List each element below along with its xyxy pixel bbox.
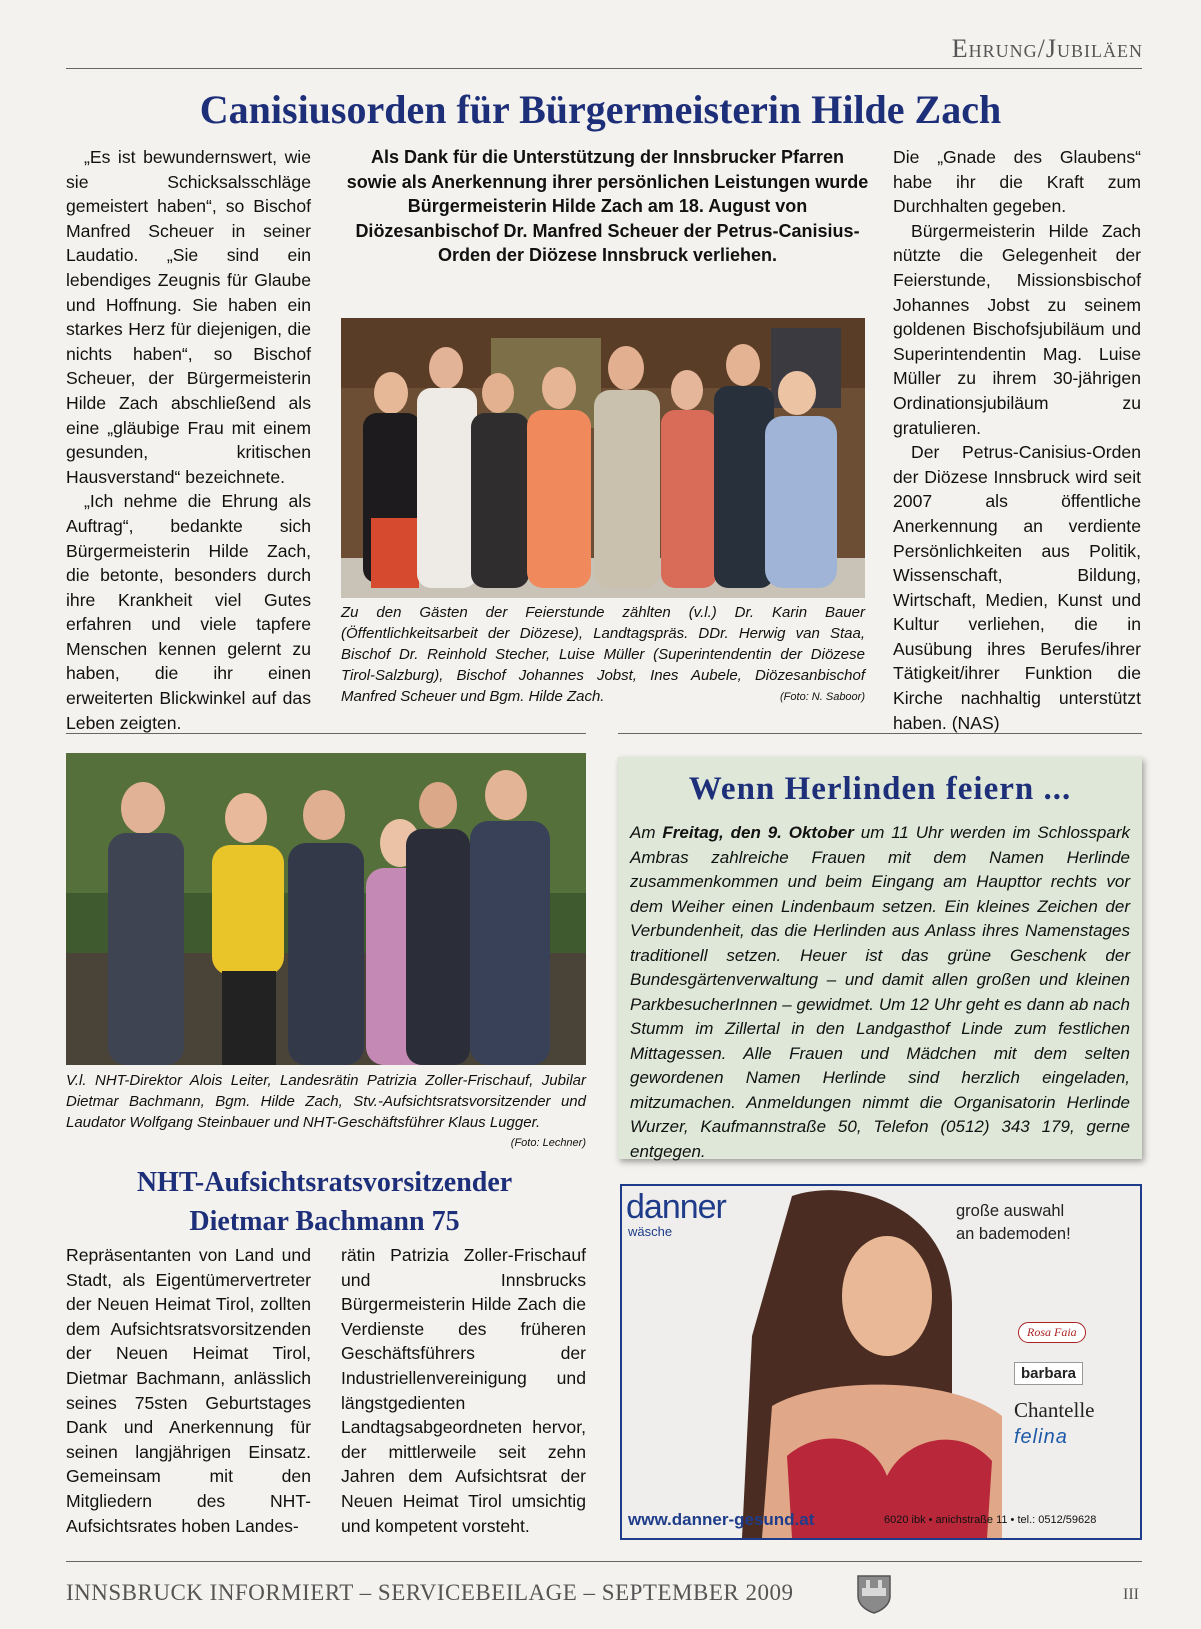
info-box-title: Wenn Herlinden feiern ...: [688, 771, 1072, 807]
herlinden-info-box: [618, 757, 1142, 1159]
brand-rosa-faia: Rosa Faia: [1018, 1322, 1086, 1343]
paragraph: „Es ist bewundernswert, wie sie Schicksalsschläge gemeistert haben“, so Bischof Manfred Scheuer in seiner Laudatio. „Sie sind ein lebendiges Zeugnis für Glaube und Hoffnung. Sie haben ein starkes Herz für diejenigen, die nichts haben“, so Bischof Scheuer, der Bürgermeisterin Hilde Zach abschließend als eine „gläubige Frau mit einem gesunden, kritischen Hausverstand“ bezeichnete.: [66, 147, 311, 487]
caption-text: V.l. NHT-Direktor Alois Leiter, Landesrätin Patrizia Zoller-Frischauf, Jubilar Dietmar Bachmann, Bgm. Hilde Zach, Stv.-Aufsichtsratsvorsitzender und Laudator Wolfgang Steinbauer und NHT-Geschäftsführer Klaus Lugger.: [66, 1072, 586, 1131]
photo-credit: (Foto: N. Saboor): [780, 691, 865, 703]
group-photo-nht: [66, 753, 586, 1065]
section-rule-left: [66, 733, 586, 734]
photo-illustration: [66, 753, 586, 1065]
brand-chantelle: Chantelle: [1014, 1398, 1095, 1422]
nht-column-2: [341, 1243, 586, 1538]
footer-rule: [66, 1561, 1142, 1562]
photo-caption-ceremony: [341, 602, 865, 708]
info-body: um 11 Uhr werden im Schlosspark Ambras zahlreiche Frauen mit dem Namen Herlinde zusammenkommen und beim Eingang am Haupttor rechts vor dem Weiher einen Lindenbaum setzen. Ein kleines Zeichen der Verbundenheit, das die Herlinden aus Anlass ihres Namenstages traditionell setzen. Heuer ist das grüne Geschenk der Bundesgärtenverwaltung – und damit allen großen und kleinen ParkbesucherInnen – gewidmet. Um 12 Uhr geht es dann ab nach Stumm im Zillertal in den Landgasthof Linde zum festlichen Mittagessen. Alle Frauen und Mädchen mit dem selten gewordenen Namen Herlinde sind herzlich eingeladen, mitzumachen. Anmeldungen nimmt die Organisatorin Herlinde Wurzer, Kaufmannstraße 50, Telefon (0512) 343 179, gerne entgegen.: [630, 823, 1130, 1161]
tagline-line-2: an bademoden!: [956, 1225, 1071, 1243]
danner-logo: danner: [626, 1188, 726, 1226]
page-number: III: [1123, 1586, 1139, 1603]
danner-advertisement[interactable]: [620, 1184, 1142, 1540]
photo-illustration: [341, 318, 865, 598]
article-right-column: [893, 145, 1141, 735]
article-left-column: [66, 145, 311, 735]
photo-credit: (Foto: Lechner): [510, 1137, 586, 1149]
innsbruck-crest-icon: [856, 1574, 892, 1614]
ad-url[interactable]: www.danner-gesund.at: [628, 1510, 815, 1529]
paragraph: Repräsentanten von Land und Stadt, als Eigentümervertreter der Neuen Heimat Tirol, zollten dem Aufsichtsratsvorsitzenden der Neuen Heimat Tirol, Dietmar Bachmann, anlässlich seines 75sten Geburtstages Dank und Anerkennung für seinen langjährigen Einsatz. Gemeinsam mit den Mitgliedern des NHT-Aufsichtsrates hoben Landes-: [66, 1245, 311, 1536]
nht-article-title: [62, 1163, 587, 1241]
ad-address: 6020 ibk • anichstraße 11 • tel.: 0512/59628: [884, 1514, 1097, 1526]
article-headline: Canisiusorden für Bürgermeisterin Hilde Zach: [199, 87, 1002, 132]
footer-title: INNSBRUCK INFORMIERT – SERVICEBEILAGE – SEPTEMBER 2009: [66, 1580, 794, 1605]
paragraph: „Ich nehme die Ehrung als Auftrag“, bedankte sich Bürgermeisterin Hilde Zach, die betonte, besonders durch ihre Krankheit viel Gutes erfahren und viele tapfere Menschen kennen gelernt zu haben, die ihr einen erweiterten Blickwinkel auf das Leben zeigten.: [66, 491, 311, 733]
info-intro: Am: [630, 823, 663, 842]
title-line-1: NHT-Aufsichtsratsvorsitzender: [136, 1167, 513, 1198]
section-rule-right: [618, 733, 1142, 734]
info-date: Freitag, den 9. Oktober: [662, 823, 854, 842]
caption-text: Zu den Gästen der Feierstunde zählten (v.l.) Dr. Karin Bauer (Öffentlichkeitsarbeit der Diözese), Landtagspräs. DDr. Herwig van Staa, Bischof Dr. Reinhold Stecher, Luise Müller (Superintendentin der Diözese Tirol-Salzburg), Bischof Johannes Jobst, Ines Aubele, Diözesanbischof Manfred Scheuer und Bgm. Hilde Zach.: [341, 604, 865, 705]
paragraph: Die „Gnade des Glaubens“ habe ihr die Kraft zum Durchhalten gegeben.: [893, 147, 1141, 217]
section-label: Ehrung/Jubiläen: [951, 34, 1143, 63]
group-photo-ceremony: [341, 318, 865, 598]
danner-logo-sub: wäsche: [628, 1224, 673, 1239]
paragraph: rätin Patrizia Zoller-Frischauf und Innsbrucks Bürgermeisterin Hilde Zach die Verdienste des früheren Geschäftsführers der Industriellenvereinigung und längstgedienten Landtagsabgeordneten hervor, der mittlerweile seit zehn Jahren dem Aufsichtsrat der Neuen Heimat Tirol umsichtig und kompetent vorsteht.: [341, 1245, 586, 1536]
tagline-line-1: große auswahl: [956, 1202, 1065, 1220]
paragraph: Der Petrus-Canisius-Orden der Diözese Innsbruck wird seit 2007 als öffentliche Anerkennung an verdiente Persönlichkeiten aus Politik, Wissenschaft, Bildung, Wirtschaft, Medien, Kunst und Kultur verliehen, die in Ausübung ihres Berufes/ihrer Tätigkeit/ihrer Funktion die Kirche nachhaltig unterstützt haben. (NAS): [893, 442, 1141, 733]
paragraph: Bürgermeisterin Hilde Zach nützte die Gelegenheit der Feierstunde, Missionsbischof Johannes Jobst zu seinem goldenen Bischofsjubiläum und Superintendentin Mag. Luise Müller zu ihrem 30-jährigen Ordinationsjubiläum zu gratulieren.: [893, 220, 1141, 438]
nht-column-1: [66, 1243, 311, 1538]
top-rule: [66, 68, 1142, 69]
ad-tagline: [956, 1200, 1071, 1246]
title-line-2: Dietmar Bachmann 75: [189, 1206, 460, 1237]
info-box-text: [630, 821, 1130, 1164]
photo-caption-nht: [66, 1070, 586, 1154]
brand-felina: felina: [1014, 1426, 1068, 1448]
article-lead: Als Dank für die Unterstützung der Innsbrucker Pfarren sowie als Anerkennung ihrer persönlichen Leistungen wurde Bürgermeisterin Hilde Zach am 18. August von Diözesanbischof Dr. Manfred Scheuer der Petrus-Canisius-Orden der Diözese Innsbruck verliehen.: [346, 147, 869, 266]
brand-barbara: barbara: [1014, 1362, 1083, 1385]
